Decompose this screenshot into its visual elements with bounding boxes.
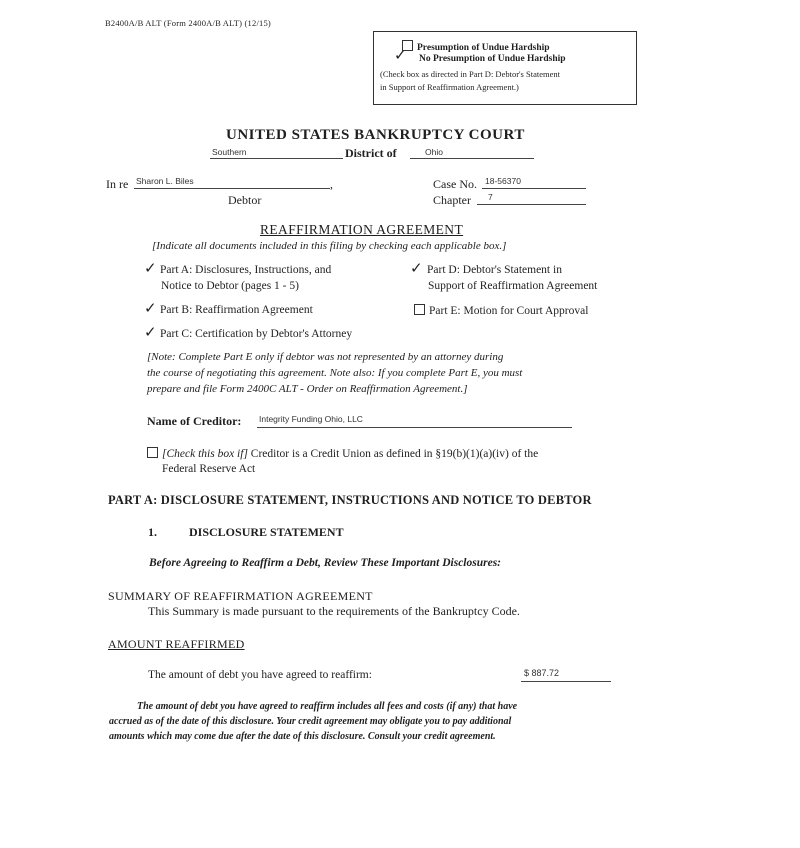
creditor-name: Integrity Funding Ohio, LLC bbox=[259, 414, 363, 424]
court-title: UNITED STATES BANKRUPTCY COURT bbox=[226, 127, 525, 143]
part-b-label: Part B: Reaffirmation Agreement bbox=[160, 304, 313, 316]
summary-heading: SUMMARY OF REAFFIRMATION AGREEMENT bbox=[108, 589, 373, 603]
credit-union-option bbox=[147, 447, 538, 460]
final-line-2: accrued as of the date of this disclosure. Your credit agreement may obligate you to pay additional bbox=[109, 716, 512, 727]
hardship-note-2: in Support of Reaffirmation Agreement.) bbox=[380, 82, 519, 92]
district-label: District of bbox=[345, 146, 397, 160]
in-re-label: In re bbox=[106, 177, 129, 191]
part-d-label-2: Support of Reaffirmation Agreement bbox=[428, 280, 598, 292]
amount-value: $ 887.72 bbox=[524, 668, 560, 678]
checkmark-icon: ✓ bbox=[410, 259, 423, 277]
agreement-title: REAFFIRMATION AGREEMENT bbox=[260, 222, 464, 237]
section-number: 1. bbox=[148, 525, 157, 539]
credit-union-checkbox[interactable] bbox=[147, 447, 158, 458]
case-no-label: Case No. bbox=[433, 177, 477, 191]
part-c-label: Part C: Certification by Debtor's Attorney bbox=[160, 328, 353, 340]
debtor-label: Debtor bbox=[228, 193, 262, 207]
note-line-2: the course of negotiating this agreement. Note also: If you complete Part E, you must bbox=[147, 367, 523, 379]
hardship-note-1: (Check box as directed in Part D: Debtor's Statement bbox=[380, 69, 560, 79]
debtor-name: Sharon L. Biles bbox=[136, 176, 194, 186]
chapter-label: Chapter bbox=[433, 193, 471, 207]
part-e-checkbox[interactable] bbox=[414, 304, 425, 315]
checkmark-icon: ✓ bbox=[144, 299, 157, 317]
part-a-label-1: Part A: Disclosures, Instructions, and bbox=[160, 264, 332, 276]
agreement-instruction: [Indicate all documents included in this filing by checking each applicable box.] bbox=[152, 240, 507, 252]
note-line-1: [Note: Complete Part E only if debtor was not represented by an attorney during bbox=[147, 351, 504, 363]
checkmark-icon: ✓ bbox=[144, 259, 157, 277]
checkmark-icon: ✓ bbox=[394, 46, 407, 64]
form-id: B2400A/B ALT (Form 2400A/B ALT) (12/15) bbox=[105, 18, 271, 28]
credit-union-text: Creditor is a Credit Union as defined in §19(b)(1)(a)(iv) of the bbox=[247, 448, 539, 460]
case-no: 18-56370 bbox=[485, 176, 521, 186]
amount-text: The amount of debt you have agreed to reaffirm: bbox=[148, 669, 372, 681]
part-e-option bbox=[414, 304, 588, 317]
final-line-3: amounts which may come due after the date of this disclosure. Consult your credit agreement. bbox=[109, 731, 496, 742]
presumption-label: Presumption of Undue Hardship bbox=[417, 43, 550, 53]
final-line-1: The amount of debt you have agreed to reaffirm includes all fees and costs (if any) that have bbox=[137, 701, 518, 712]
chapter: 7 bbox=[488, 192, 493, 202]
hardship-box bbox=[373, 31, 637, 105]
no-presumption-label: No Presumption of Undue Hardship bbox=[419, 54, 566, 64]
summary-text: This Summary is made pursuant to the requirements of the Bankruptcy Code. bbox=[148, 604, 520, 618]
part-e-label: Part E: Motion for Court Approval bbox=[429, 305, 589, 317]
district-prefix: Southern bbox=[212, 147, 247, 157]
before-agreeing: Before Agreeing to Reaffirm a Debt, Review These Important Disclosures: bbox=[149, 557, 502, 569]
comma: , bbox=[330, 177, 333, 191]
creditor-label: Name of Creditor: bbox=[147, 414, 242, 428]
credit-union-text-2: Federal Reserve Act bbox=[162, 463, 256, 475]
part-d-label-1: Part D: Debtor's Statement in bbox=[427, 264, 562, 276]
note-line-3: prepare and file Form 2400C ALT - Order on Reaffirmation Agreement.] bbox=[147, 383, 468, 395]
credit-union-instruction: [Check this box if] bbox=[162, 448, 248, 460]
section-title: DISCLOSURE STATEMENT bbox=[189, 525, 344, 539]
presumption-option bbox=[402, 40, 550, 53]
part-a-label-2: Notice to Debtor (pages 1 - 5) bbox=[161, 280, 299, 292]
amount-heading: AMOUNT REAFFIRMED bbox=[108, 637, 245, 651]
checkmark-icon: ✓ bbox=[144, 323, 157, 341]
district-state: Ohio bbox=[425, 147, 443, 157]
part-a-heading: PART A: DISCLOSURE STATEMENT, INSTRUCTIONS AND NOTICE TO DEBTOR bbox=[108, 493, 592, 507]
